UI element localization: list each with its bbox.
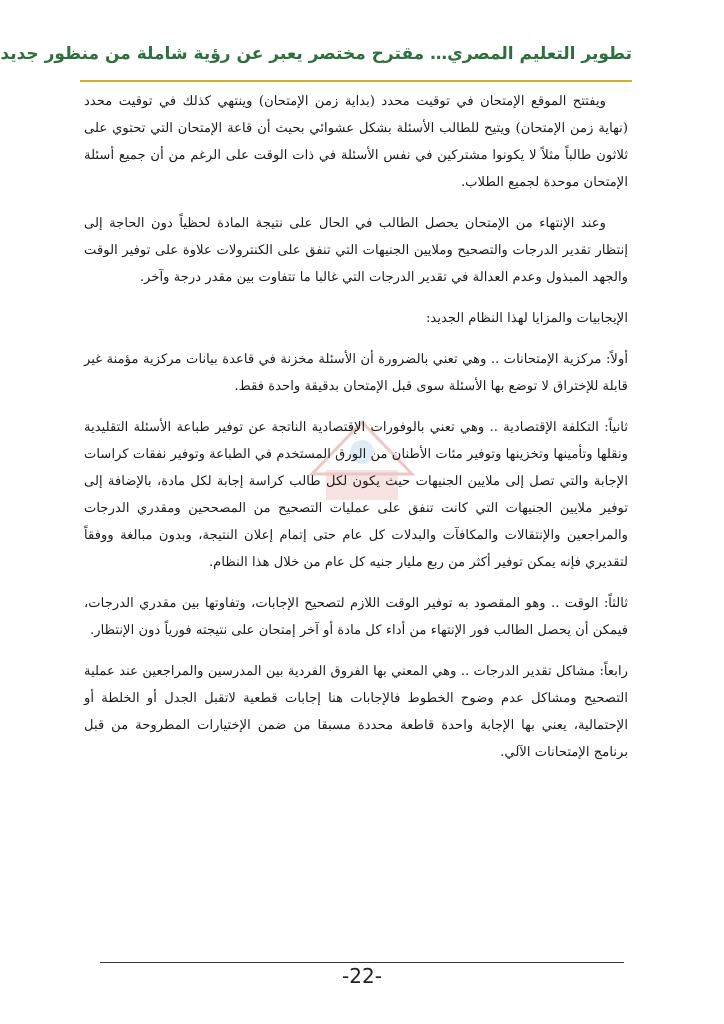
page-number: -22- [342,964,382,988]
paragraph-instant-results: وعند الإنتهاء من الإمتحان يحصل الطالب في الحال على نتيجة المادة لحظياً دون الحاجة إلى إنتظار تقدير الدرجات والتصحيح وملايين الجنيهات التي تنفق على الكنترولات علاوة على توفير الوقت والجهد المبذول وعدم العدالة في تقدير الدرجات التي غالبا ما تتفاوت بين مقدر درجة وآخر. [84,216,628,285]
paragraph-second-cost: ثانياً: التكلفة الإقتصادية .. وهي تعني بالوفورات الإقتصادية الناتجة عن توفير طباعة الأسئلة التقليدية ونقلها وتأمينها وتخزينها وتوفير مئات الأطنان من الورق المستخدم في الطباعة وتوفير نفقات كراسات الإجابة والتي تصل إلى ملايين الجنيهات حيث يكون لكل طالب كراسة إجابة لكل مادة، بالإضافة إلى توفير ملايين الجنيهات التي كانت تنفق على عمليات التصحيح من المصححين ومقدري الدرجات والمراجعين والإنتقالات والمكافآت والبدلات كل عام حتى إتمام إعلان النتيجة، وبدون مبالغة ووفقاً لتقديري فإنه يمكن توفير أكثر من ربع مليار جنيه كل عام من خلال هذا النظام. [84,420,628,570]
running-header: تطوير التعليم المصري… مقترح مختصر يعبر عن رؤية شاملة من منظور جديد [0,44,632,64]
paragraph-first-centralization: أولاً: مركزية الإمتحانات .. وهي تعني بالضرورة أن الأسئلة مخزنة في قاعدة بيانات مركزية مؤمنة غير قابلة للإختراق لا توضع بها الأسئلة سوى قبل الإمتحان بدقيقة واحدة فقط. [84,352,628,394]
section-heading-advantages: الإيجابيات والمزايا لهذا النظام الجديد: [425,311,628,326]
paragraph-third-time: ثالثاً: الوقت .. وهو المقصود به توفير الوقت اللازم لتصحيح الإجابات، وتفاوتها بين مقدري الدرجات، فيمكن أن يحصل الطالب فور الإنتهاء من أداء كل مادة أو آخر إمتحان على نتيجته فورياً دون الإنتظار. [84,596,628,638]
footer-rule [100,962,624,963]
document-body [84,88,628,780]
paragraph-fourth-grading: رابعاً: مشاكل تقدير الدرجات .. وهي المعني بها الفروق الفردية بين المدرسين والمراجعين عند عملية التصحيح ومشاكل عدم وضوح الخطوط فالإجابات هنا إجابات قطعية لاتقبل الجدل أو الخلطة أو الإحتمالية، يعني بها الإجابة واحدة قاطعة محددة مسبقا من ضمن الإختيارات المطروحة من قبل برنامج الإمتحانات الآلي. [84,664,628,760]
header-rule [80,80,632,82]
paragraph-exam-opening: ويفتتح الموقع الإمتحان في توقيت محدد (بداية زمن الإمتحان) وينتهي كذلك في توقيت محدد (نهاية زمن الإمتحان) ويتيح للطالب الأسئلة بشكل عشوائي بحيث أن قاعة الإمتحان التي تحتوي على ثلاثون طالباً مثلاً لا يكونوا مشتركين في نفس الأسئلة في ذات الوقت على الرغم من أن جميع أسئلة الإمتحان موحدة لجميع الطلاب. [84,94,628,190]
